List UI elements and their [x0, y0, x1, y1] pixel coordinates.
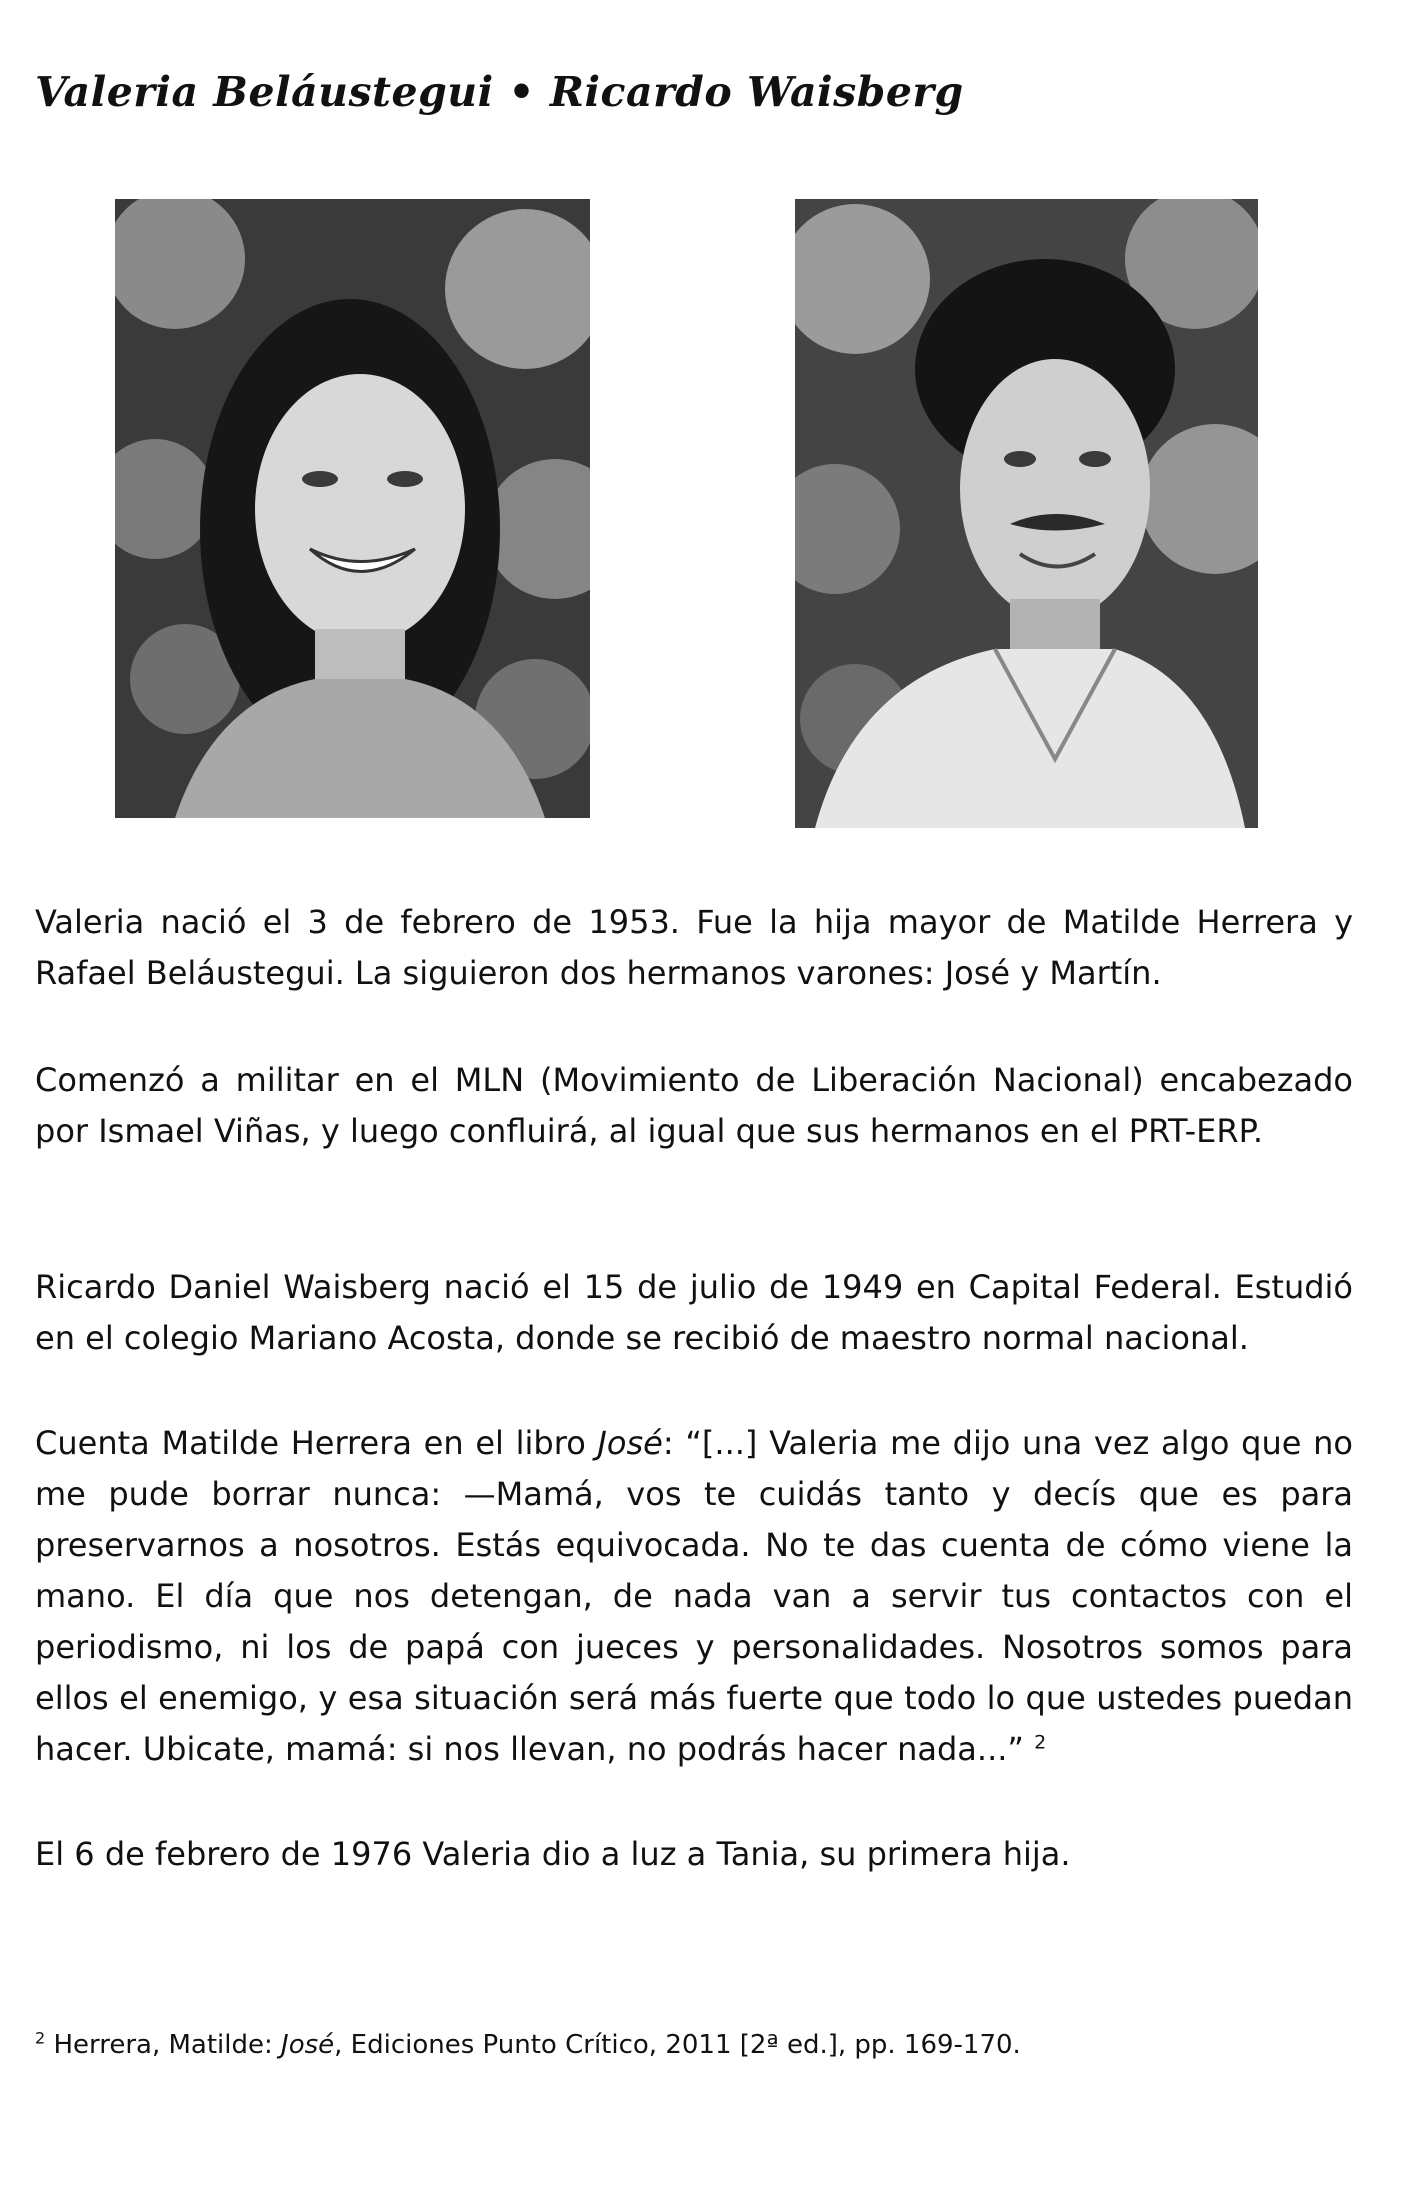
footnote-author: Herrera, Matilde:	[45, 2030, 282, 2060]
footnote-reference[interactable]: 2	[1034, 1731, 1047, 1754]
paragraph-birth-tania: El 6 de febrero de 1976 Valeria dio a luz a Tania, su primera hija.	[35, 1835, 1071, 1873]
page-title: Valeria Beláustegui • Ricardo Waisberg	[35, 68, 964, 116]
paragraph-quote	[35, 1418, 1353, 1775]
paragraph-birth-valeria: Valeria nació el 3 de febrero de 1953. Fue la hija mayor de Matilde Herrera y Rafael Beláustegui. La siguieron dos hermanos varones: José y Martín.	[35, 903, 1353, 992]
paragraph-militancy: Comenzó a militar en el MLN (Movimiento de Liberación Nacional) encabezado por Ismael Viñas, y luego confluirá, al igual que sus hermanos en el PRT-ERP.	[35, 1061, 1353, 1150]
footnote-publication: , Ediciones Punto Crítico, 2011 [2ª ed.], pp. 169-170.	[334, 2030, 1021, 2060]
portrait-photo-valeria	[115, 199, 590, 818]
quote-intro: Cuenta Matilde Herrera en el libro	[35, 1424, 598, 1462]
paragraph-birth-ricardo: Ricardo Daniel Waisberg nació el 15 de julio de 1949 en Capital Federal. Estudió en el colegio Mariano Acosta, donde se recibió de maestro normal nacional.	[35, 1268, 1353, 1357]
footnote-book-title: José	[281, 2030, 335, 2060]
portrait-photo-ricardo	[795, 199, 1258, 828]
book-title: José	[597, 1424, 663, 1462]
footnote-mark: 2	[35, 2028, 46, 2048]
quote-text: : “[...] Valeria me dijo una vez algo que no me pude borrar nunca: —Mamá, vos te cuidás tanto y decís que es para preservarnos a nosotros. Estás equivocada. No te das cuenta de cómo viene la mano. El día que nos detengan, de nada van a servir tus contactos con el periodismo, ni los de papá con jueces y personalidades. Nosotros somos para ellos el enemigo, y esa situación será más fuerte que todo lo que ustedes puedan hacer. Ubicate, mamá: si nos llevan, no podrás hacer nada...”	[35, 1424, 1354, 1768]
footnote	[35, 2027, 1355, 2063]
